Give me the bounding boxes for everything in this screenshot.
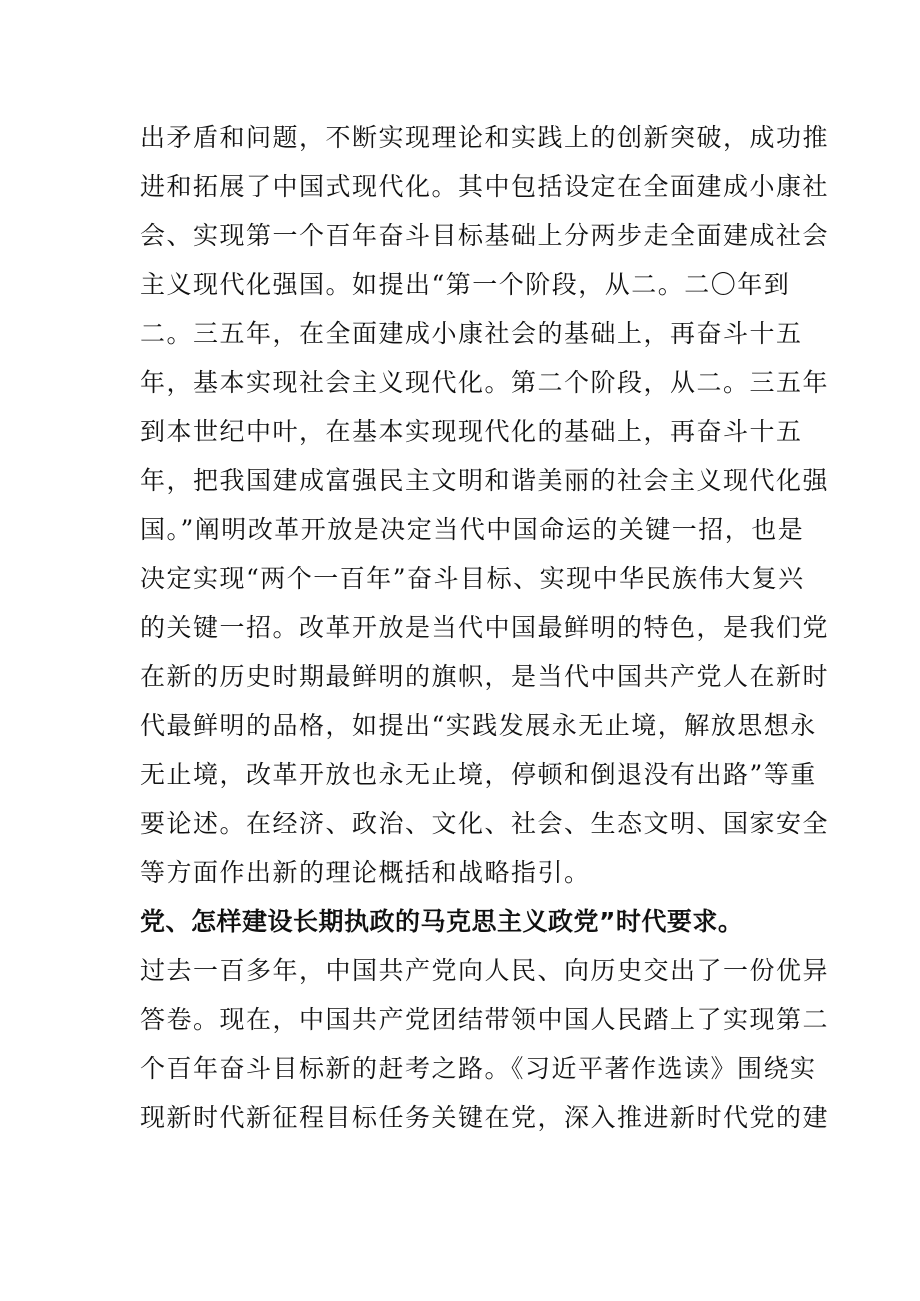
- text-line: 过去一百多年，中国共产党向人民、向历史交出了一份优异: [140, 956, 830, 985]
- text-line: 决定实现“两个一百年”奋斗目标、实现中华民族伟大复兴: [140, 564, 805, 593]
- text-line: 代最鲜明的品格，如提出“实践发展永无止境，解放思想永: [140, 711, 817, 740]
- text-line: 出矛盾和问题，不断实现理论和实践上的创新突破，成功推: [140, 123, 830, 152]
- text-line: 国。”阐明改革开放是决定当代中国命运的关键一招，也是: [140, 515, 805, 544]
- text-line: 会、实现第一个百年奋斗目标基础上分两步走全面建成社会: [140, 221, 830, 250]
- text-line: 答卷。现在，中国共产党团结带领中国人民踏上了实现第二: [140, 1005, 830, 1034]
- text-line: 要论述。在经济、政治、文化、社会、生态文明、国家安全: [140, 809, 830, 838]
- text-line: 年，基本实现社会主义现代化。第二个阶段，从二。三五年: [140, 368, 830, 397]
- text-line: 二。三五年，在全面建成小康社会的基础上，再奋斗十五: [140, 319, 803, 348]
- text-line: 个百年奋斗目标新的赶考之路。《习近平著作选读》围绕实: [140, 1054, 817, 1083]
- text-line: 等方面作出新的理论概括和战略指引。: [140, 858, 591, 887]
- text-line: 现新时代新征程目标任务关键在党，深入推进新时代党的建: [140, 1103, 830, 1132]
- text-line: 到本世纪中叶，在基本实现现代化的基础上，再奋斗十五: [140, 417, 803, 446]
- text-line: 主义现代化强国。如提出“第一个阶段，从二。二〇年到: [140, 270, 791, 299]
- text-line: 的关键一招。改革开放是当代中国最鲜明的特色，是我们党: [140, 613, 830, 642]
- text-line: 年，把我国建成富强民主文明和谐美丽的社会主义现代化强: [140, 466, 830, 495]
- text-line-bold: 党、怎样建设长期执政的马克思主义政党”时代要求。: [140, 907, 744, 936]
- text-line: 在新的历史时期最鲜明的旗帜，是当代中国共产党人在新时: [140, 662, 830, 691]
- text-line: 进和拓展了中国式现代化。其中包括设定在全面建成小康社: [140, 172, 830, 201]
- text-line: 无止境，改革开放也永无止境，停顿和倒退没有出路”等重: [140, 760, 817, 789]
